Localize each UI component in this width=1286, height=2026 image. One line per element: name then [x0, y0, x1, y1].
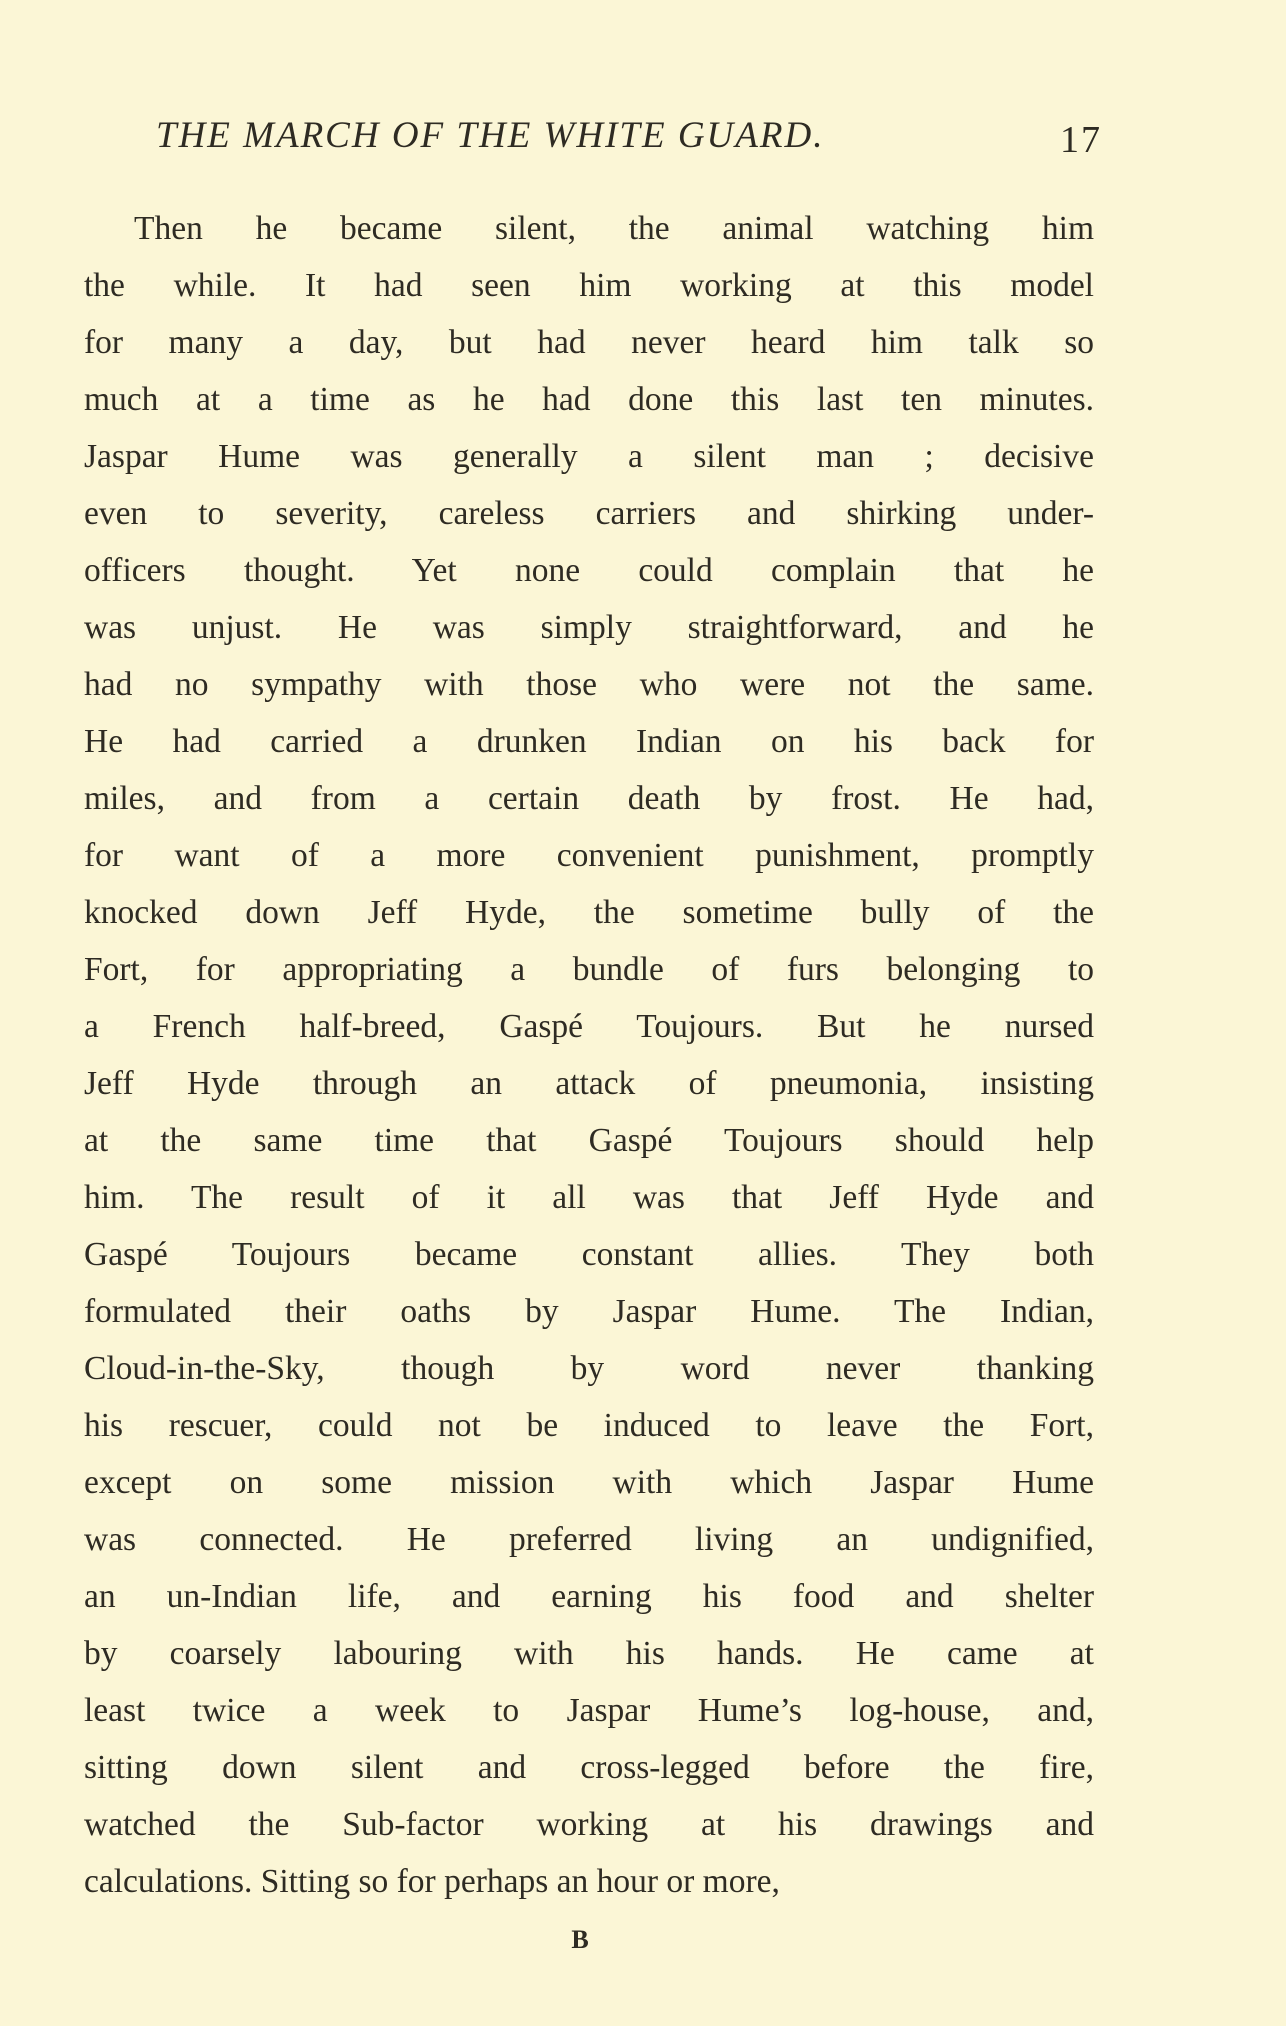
text-line: Fort, for appropriating a bundle of furs belonging to [84, 951, 1094, 988]
text-line: had no sympathy with those who were not the same. [84, 666, 1094, 703]
text-line: Jaspar Hume was generally a silent man ; decisive [84, 438, 1094, 475]
text-line: watched the Sub-factor working at his drawings and [84, 1806, 1094, 1843]
text-line: miles, and from a certain death by frost. He had, [84, 780, 1094, 817]
text-line: him. The result of it all was that Jeff Hyde and [84, 1179, 1094, 1216]
text-line: sitting down silent and cross-legged before the fire, [84, 1749, 1094, 1786]
text-line: the while. It had seen him working at this model [84, 267, 1094, 304]
text-line: for many a day, but had never heard him talk so [84, 324, 1094, 361]
signature-mark: B [571, 1925, 589, 1954]
text-line: least twice a week to Jaspar Hume’s log-house, and, [84, 1692, 1094, 1729]
text-line: officers thought. Yet none could complain that he [84, 552, 1094, 589]
running-head [156, 106, 1102, 166]
text-line: his rescuer, could not be induced to leave the Fort, [84, 1407, 1094, 1444]
text-line: Cloud-in-the-Sky, though by word never thanking [84, 1350, 1094, 1387]
text-line: a French half-breed, Gaspé Toujours. But he nursed [84, 1008, 1094, 1045]
text-line: for want of a more convenient punishment, promptly [84, 837, 1094, 874]
text-line: an un-Indian life, and earning his food and shelter [84, 1578, 1094, 1615]
text-line: Jeff Hyde through an attack of pneumonia, insisting [84, 1065, 1094, 1102]
running-title: THE MARCH OF THE WHITE GUARD. [156, 115, 825, 156]
body-paragraph [84, 200, 1094, 1910]
text-line: much at a time as he had done this last ten minutes. [84, 381, 1094, 418]
text-line: calculations. Sitting so for perhaps an hour or more, [84, 1863, 780, 1900]
text-line: formulated their oaths by Jaspar Hume. The Indian, [84, 1293, 1094, 1330]
text-line: He had carried a drunken Indian on his back for [84, 723, 1094, 760]
text-line: Then he became silent, the animal watching him [134, 210, 1094, 247]
text-line: at the same time that Gaspé Toujours should help [84, 1122, 1094, 1159]
text-line: by coarsely labouring with his hands. He came at [84, 1635, 1094, 1672]
text-line: even to severity, careless carriers and shirking under- [84, 495, 1094, 532]
text-line: knocked down Jeff Hyde, the sometime bully of the [84, 894, 1094, 931]
page-number: 17 [1060, 119, 1102, 161]
text-line: was unjust. He was simply straightforward, and he [84, 609, 1094, 646]
text-line: was connected. He preferred living an undignified, [84, 1521, 1094, 1558]
text-line: except on some mission with which Jaspar Hume [84, 1464, 1094, 1501]
text-line: Gaspé Toujours became constant allies. They both [84, 1236, 1094, 1273]
